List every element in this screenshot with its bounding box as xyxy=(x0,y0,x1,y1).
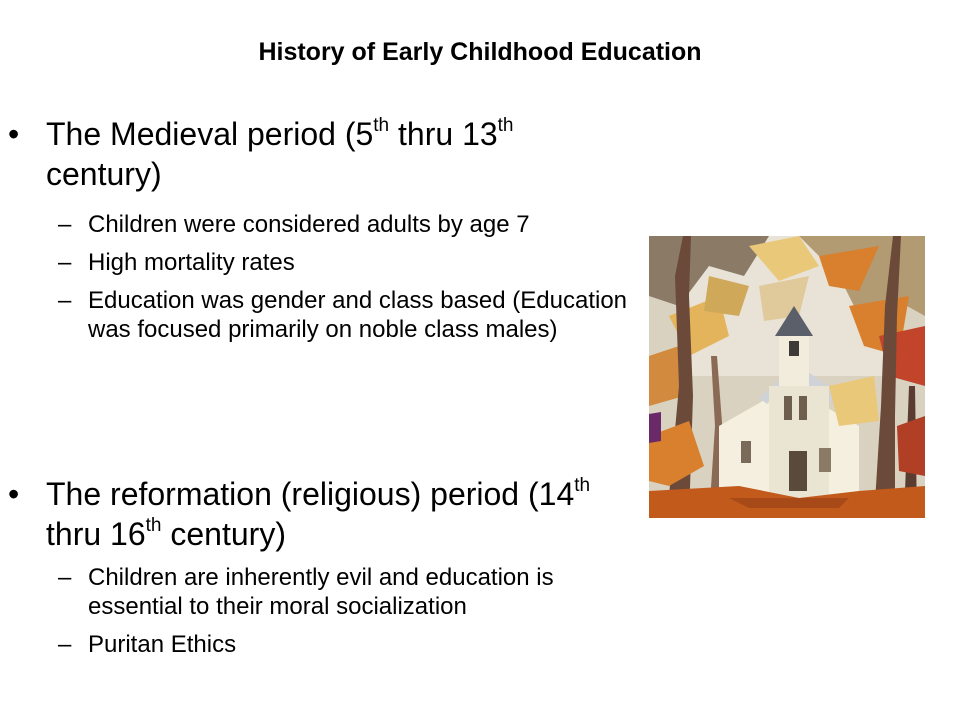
sub-list-reformation xyxy=(0,563,640,659)
dash-icon: – xyxy=(58,249,72,276)
bullet-heading-medieval xyxy=(0,114,640,194)
heading-text: The reformation (religious) period (14th thru 16th century) xyxy=(46,475,591,552)
section-medieval xyxy=(0,114,640,344)
section-reformation xyxy=(0,474,640,659)
slide-title: History of Early Childhood Education xyxy=(258,38,702,66)
list-item: – Children were considered adults by age 7 xyxy=(58,211,530,238)
church-illustration xyxy=(649,236,925,518)
bullet-icon: • xyxy=(8,116,20,152)
church-clipart-image xyxy=(649,236,925,518)
heading-text: The Medieval period (5th thru 13th century) xyxy=(46,115,514,192)
list-item: – Puritan Ethics xyxy=(58,631,237,658)
bullet-icon: • xyxy=(8,476,20,512)
dash-icon: – xyxy=(58,287,72,314)
list-item: – Education was gender and class based (Education was focused primarily on noble class males) xyxy=(58,287,628,343)
dash-icon: – xyxy=(58,564,72,591)
list-item: – Children are inherently evil and education is essential to their moral socialization xyxy=(58,564,554,620)
dash-icon: – xyxy=(58,211,72,238)
dash-icon: – xyxy=(58,631,72,658)
bullet-heading-reformation xyxy=(0,474,640,554)
list-item: – High mortality rates xyxy=(58,249,295,276)
sub-list-medieval xyxy=(0,210,640,344)
